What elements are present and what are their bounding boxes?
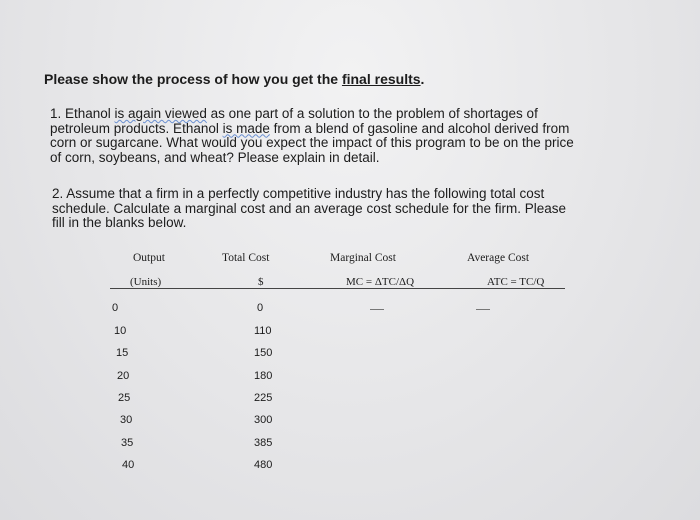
atc-blank-mark (476, 309, 490, 310)
output-cell: 35 (121, 437, 134, 449)
heading-underlined: final results (341, 71, 421, 87)
q1-line-4: of corn, soybeans, and wheat? Please explain in detail. (50, 149, 380, 165)
total-cost-cell: 385 (254, 437, 273, 449)
header-total-cost: Total Cost (222, 252, 270, 264)
total-cost-cell: 110 (254, 325, 272, 337)
heading-prefix: Please show the process of how you get the (44, 71, 342, 87)
question-1 (50, 107, 574, 165)
header-output: Output (133, 252, 165, 264)
q2-line-1: 2. Assume that a firm in a perfectly competitive industry has the following total cost (52, 186, 545, 201)
subheader-mc-formula: MC = ΔTC/ΔQ (346, 276, 415, 288)
total-cost-cell: 480 (254, 459, 273, 471)
header-average-cost: Average Cost (467, 252, 530, 264)
output-cell: 10 (114, 325, 127, 337)
q1-line-2: petroleum products. Ethanol is made from a blend of gasoline and alcohol derived from (50, 120, 570, 136)
output-cell: 20 (117, 370, 130, 382)
q1-line-3: corn or sugarcane. What would you expect the impact of this program to be on the price (50, 135, 574, 150)
output-cell: 30 (120, 414, 133, 426)
total-cost-cell: 300 (254, 414, 273, 426)
subheader-units: (Units) (130, 276, 162, 288)
total-cost-cell: 0 (257, 302, 264, 314)
question-2 (52, 187, 566, 231)
header-underline (110, 288, 565, 289)
q2-line-2: schedule. Calculate a marginal cost and an average cost schedule for the firm. Please (52, 200, 567, 216)
output-cell: 25 (118, 392, 131, 404)
instructions-heading (44, 71, 424, 87)
header-marginal-cost: Marginal Cost (330, 252, 396, 264)
q2-line-3: fill in the blanks below. (52, 215, 187, 230)
total-cost-cell: 180 (254, 370, 273, 382)
output-cell: 15 (116, 347, 129, 359)
q1-line-1: 1. Ethanol is again viewed as one part of a solution to the problem of shortages of (50, 106, 538, 121)
heading-suffix: . (420, 71, 425, 87)
total-cost-cell: 150 (254, 347, 273, 359)
output-cell: 40 (122, 459, 135, 471)
output-cell: 0 (112, 302, 119, 314)
total-cost-cell: 225 (254, 392, 273, 404)
subheader-dollar: $ (258, 276, 264, 288)
subheader-atc-formula: ATC = TC/Q (487, 276, 545, 288)
mc-blank-mark (370, 309, 384, 310)
